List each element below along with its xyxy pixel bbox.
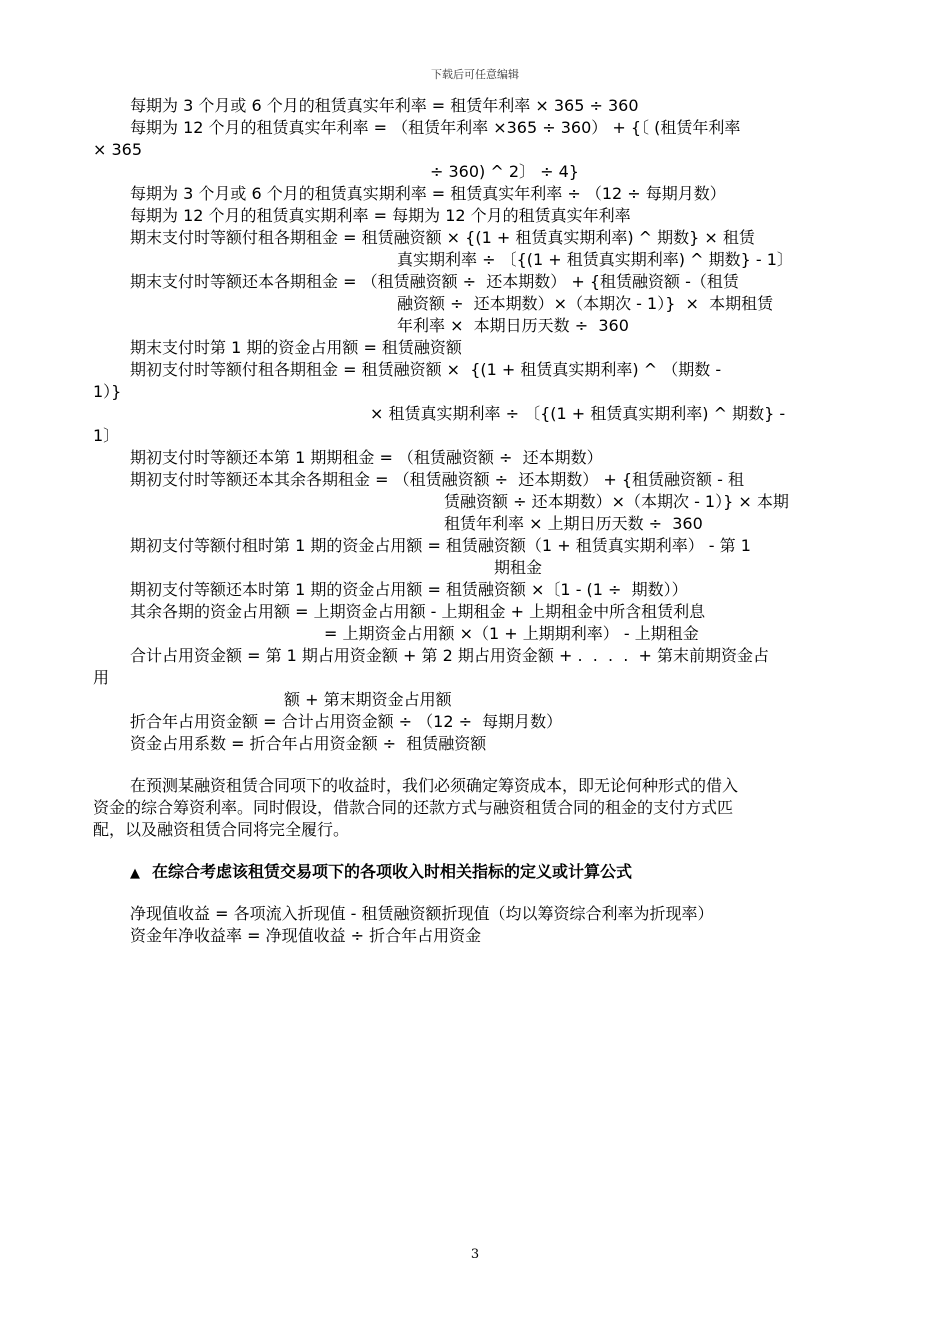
formula-line: 1〕 (93, 426, 120, 445)
formula-line: 年利率 × 本期日历天数 ÷ 360 (397, 316, 629, 335)
formula-line: 期初支付时等额付租各期租金 = 租赁融资额 × {(1 + 租赁真实期利率) ^ （期数 - (130, 360, 722, 379)
formula-line: 净现值收益 = 各项流入折现值 - 租赁融资额折现值（均以筹资综合利率为折现率） (130, 904, 714, 923)
formula-line: 额 + 第末期资金占用额 (284, 690, 452, 709)
formula-line: × 租赁真实期利率 ÷ 〔{(1 + 租赁真实期利率) ^ 期数} - (370, 404, 786, 423)
section-heading-text: 在综合考虑该租赁交易项下的各项收入时相关指标的定义或计算公式 (152, 862, 633, 881)
formula-line: × 365 (93, 140, 143, 159)
formula-line: 资金占用系数 = 折合年占用资金额 ÷ 租赁融资额 (130, 734, 487, 753)
formula-line: 期末支付时等额还本各期租金 = （租赁融资额 ÷ 还本期数） + {租赁融资额 -（租赁 (130, 272, 739, 291)
formula-line: 期租金 (494, 558, 543, 577)
formula-line: 真实期利率 ÷ 〔{(1 + 租赁真实期利率) ^ 期数} - 1〕 (397, 250, 793, 269)
formula-line: 其余各期的资金占用额 = 上期资金占用额 - 上期租金 + 上期租金中所含租赁利息 (130, 602, 706, 621)
formula-line: 合计占用资金额 = 第 1 期占用资金额 + 第 2 期占用资金额 + . . . . + 第末前期资金占 (130, 646, 769, 665)
formula-line: 期末支付时第 1 期的资金占用额 = 租赁融资额 (130, 338, 462, 357)
page-number: 3 (470, 1247, 480, 1262)
formula-line: 期初支付等额还本时第 1 期的资金占用额 = 租赁融资额 ×〔1 - (1 ÷ 期数）） (130, 580, 688, 599)
formula-line: 资金年净收益率 = 净现值收益 ÷ 折合年占用资金 (130, 926, 482, 945)
formula-line: 期末支付时等额付租各期租金 = 租赁融资额 × {(1 + 租赁真实期利率) ^ 期数} × 租赁 (130, 228, 755, 247)
formula-line: 期初支付时等额还本第 1 期期租金 = （租赁融资额 ÷ 还本期数） (130, 448, 603, 467)
formula-line: 期初支付等额付租时第 1 期的资金占用额 = 租赁融资额（1 + 租赁真实期利率） - 第 1 (130, 536, 751, 555)
formula-line: 每期为 12 个月的租赁真实期利率 = 每期为 12 个月的租赁真实年利率 (130, 206, 631, 225)
formula-line: 赁融资额 ÷ 还本期数）×（本期次 - 1）} × 本期 (444, 492, 789, 511)
formula-line: 折合年占用资金额 = 合计占用资金额 ÷ （12 ÷ 每期月数） (130, 712, 563, 731)
formula-line: 租赁年利率 × 上期日历天数 ÷ 360 (444, 514, 703, 533)
formula-line: 期初支付时等额还本其余各期租金 = （租赁融资额 ÷ 还本期数） + {租赁融资额 - 租 (130, 470, 744, 489)
formula-line: ÷ 360) ^ 2〕 ÷ 4} (430, 162, 579, 181)
paragraph-line: 在预测某融资租赁合同项下的收益时，我们必须确定筹资成本，即无论何种形式的借入 (130, 776, 739, 795)
formula-line: 1）} (93, 382, 122, 401)
triangle-bullet-icon: ▲ (130, 866, 140, 881)
formula-line: 用 (93, 668, 110, 687)
page-header: 下载后可任意编辑 (431, 68, 519, 81)
formula-line: = 上期资金占用额 ×（1 + 上期期利率） - 上期租金 (324, 624, 699, 643)
formula-line: 融资额 ÷ 还本期数）×（本期次 - 1）} × 本期租赁 (397, 294, 774, 313)
formula-line: 每期为 3 个月或 6 个月的租赁真实年利率 = 租赁年利率 × 365 ÷ 360 (130, 96, 639, 115)
paragraph-line: 资金的综合筹资利率。同时假设，借款合同的还款方式与融资租赁合同的租金的支付方式匹 (93, 798, 734, 817)
section-heading (130, 861, 632, 885)
formula-line: 每期为 3 个月或 6 个月的租赁真实期利率 = 租赁真实年利率 ÷ （12 ÷ 每期月数） (130, 184, 726, 203)
paragraph-line: 配，以及融资租赁合同将完全履行。 (93, 820, 350, 839)
formula-line: 每期为 12 个月的租赁真实年利率 = （租赁年利率 ×365 ÷ 360） + {〔 (租赁年利率 (130, 118, 741, 137)
